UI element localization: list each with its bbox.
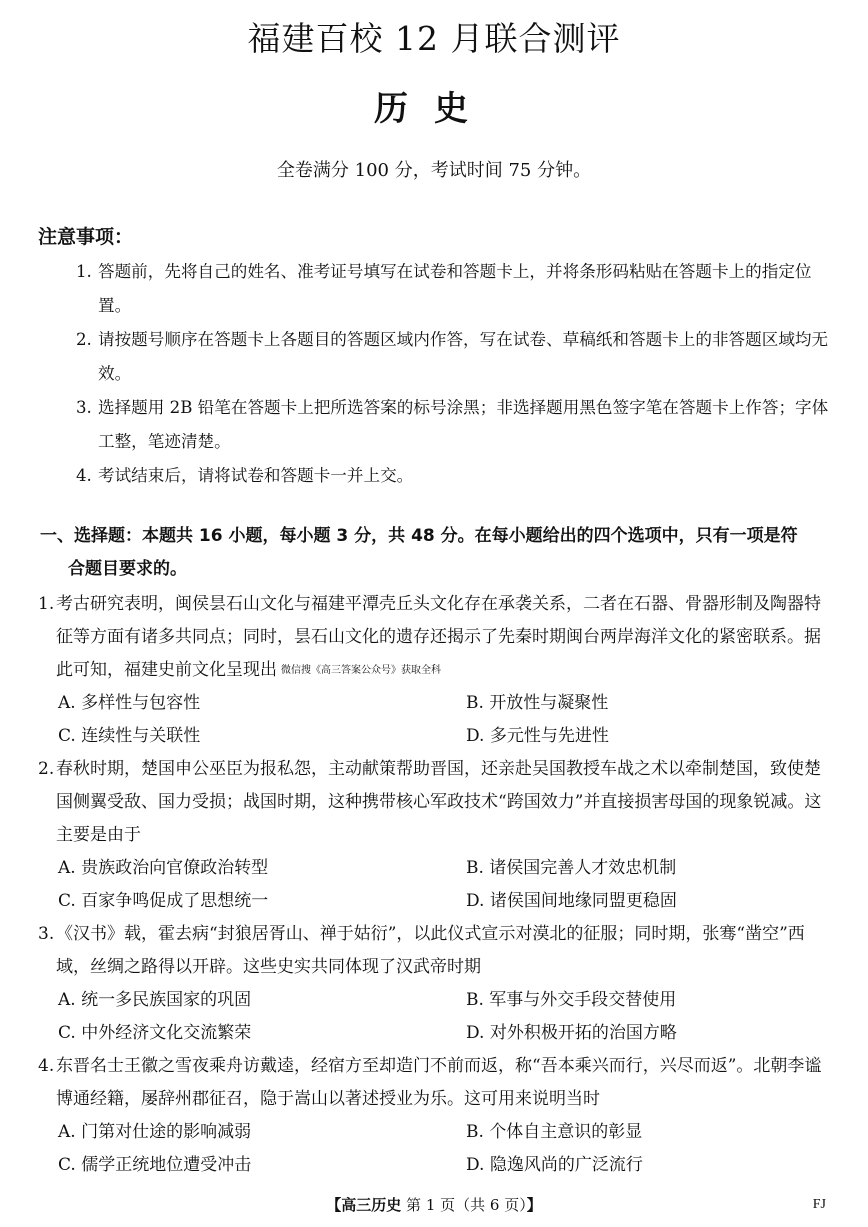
notice-item-number: 3. bbox=[76, 398, 92, 417]
notice-heading: 注意事项： bbox=[38, 226, 134, 248]
option-grid bbox=[38, 1116, 832, 1182]
question-stem-text: 《汉书》载，霍去病“封狼居胥山、禅于姑衍”，以此仪式宣示对漠北的征服；同时期，张骞“凿空”西域，丝绸之路得以开辟。这些史实共同体现了汉武帝时期 bbox=[56, 924, 805, 977]
option-c: C. 儒学正统地位遭受冲击 bbox=[58, 1155, 252, 1175]
option-d: D. 多元性与先进性 bbox=[466, 726, 609, 746]
footer-page-number: 第 1 页（共 6 页） bbox=[406, 1196, 527, 1214]
option-d: D. 对外积极开拓的治国方略 bbox=[466, 1023, 677, 1043]
option-c: C. 百家争鸣促成了思想统一 bbox=[58, 891, 269, 911]
exam-title: 福建百校 12 月联合测评 bbox=[247, 19, 621, 58]
notice-item-text: 请按题号顺序在答题卡上各题目的答题区域内作答，写在试卷、草稿纸和答题卡上的非答题区域均无效。 bbox=[98, 330, 829, 383]
question-number: 2. bbox=[38, 759, 55, 779]
option-c: C. 中外经济文化交流繁荣 bbox=[58, 1023, 252, 1043]
notice-item-number: 1. bbox=[76, 262, 92, 281]
notice-item bbox=[76, 323, 831, 391]
section-heading-line2: 合题目要求的。 bbox=[68, 559, 187, 579]
question-number: 4. bbox=[38, 1056, 55, 1076]
section-heading bbox=[40, 520, 835, 586]
watermark-note: 微信搜《高三答案公众号》获取全科 bbox=[281, 665, 441, 676]
footer-tag-end: 】 bbox=[526, 1196, 542, 1214]
option-b: B. 诸侯国完善人才效忠机制 bbox=[466, 858, 677, 878]
notice-item-text: 选择题用 2B 铅笔在答题卡上把所选答案的标号涂黑；非选择题用黑色签字笔在答题卡上作答；字体工整，笔迹清楚。 bbox=[98, 398, 829, 451]
page-footer bbox=[0, 1193, 868, 1217]
question-stem bbox=[38, 1050, 832, 1116]
notice-item bbox=[76, 255, 831, 323]
notice-item bbox=[76, 459, 831, 493]
option-b: B. 个体自主意识的彰显 bbox=[466, 1122, 643, 1142]
notice-list bbox=[76, 255, 831, 493]
option-d: D. 隐逸风尚的广泛流行 bbox=[466, 1155, 643, 1175]
notice-item bbox=[76, 391, 831, 459]
notice-item-text: 考试结束后，请将试卷和答题卡一并上交。 bbox=[98, 466, 414, 485]
subject-title: 历史 bbox=[374, 89, 494, 129]
question-2 bbox=[38, 753, 832, 918]
option-grid bbox=[38, 687, 832, 753]
option-b: B. 开放性与凝聚性 bbox=[466, 693, 609, 713]
option-a: A. 统一多民族国家的巩固 bbox=[58, 990, 252, 1010]
option-grid bbox=[38, 984, 832, 1050]
question-stem-text: 考古研究表明，闽侯昙石山文化与福建平潭壳丘头文化存在承袭关系，二者在石器、骨器形制及陶器特征等方面有诸多共同点；同时，昙石山文化的遗存还揭示了先秦时期闽台两岸海洋文化的紧密联系。据此可知，福建史前文化呈现出 bbox=[56, 594, 821, 680]
question-1 bbox=[38, 588, 832, 753]
question-stem-text: 东晋名士王徽之雪夜乘舟访戴逵，经宿方至却造门不前而返，称“吾本乘兴而行，兴尽而返”。北朝李谧博通经籍，屡辞州郡征召，隐于嵩山以著述授业为乐。这可用来说明当时 bbox=[56, 1056, 822, 1109]
question-stem-text: 春秋时期，楚国申公巫臣为报私怨，主动献策帮助晋国，还亲赴吴国教授车战之术以牵制楚国，致使楚国侧翼受敌、国力受损；战国时期，这种携带核心军政技术“跨国效力”并直接损害母国的现象锐减。这主要是由于 bbox=[56, 759, 822, 845]
option-b: B. 军事与外交手段交替使用 bbox=[466, 990, 677, 1010]
section-heading-line1: 一、选择题：本题共 16 小题，每小题 3 分，共 48 分。在每小题给出的四个选项中，只有一项是符 bbox=[40, 526, 798, 546]
question-3 bbox=[38, 918, 832, 1050]
option-a: A. 贵族政治向官僚政治转型 bbox=[58, 858, 269, 878]
question-stem bbox=[38, 918, 832, 984]
question-list bbox=[38, 588, 832, 1182]
exam-info: 全卷满分 100 分，考试时间 75 分钟。 bbox=[276, 160, 592, 181]
question-number: 3. bbox=[38, 924, 55, 944]
question-4 bbox=[38, 1050, 832, 1182]
question-stem bbox=[38, 753, 832, 852]
option-grid bbox=[38, 852, 832, 918]
question-number: 1. bbox=[38, 594, 55, 614]
option-a: A. 门第对仕途的影响减弱 bbox=[58, 1122, 252, 1142]
footer-region-code: FJ bbox=[812, 1197, 826, 1212]
option-d: D. 诸侯国间地缘同盟更稳固 bbox=[466, 891, 677, 911]
footer-tag: 【高三历史 bbox=[326, 1196, 402, 1214]
notice-item-number: 4. bbox=[76, 466, 92, 485]
notice-item-number: 2. bbox=[76, 330, 92, 349]
notice-item-text: 答题前，先将自己的姓名、准考证号填写在试卷和答题卡上，并将条形码粘贴在答题卡上的指定位置。 bbox=[98, 262, 812, 315]
option-a: A. 多样性与包容性 bbox=[58, 693, 201, 713]
question-stem bbox=[38, 588, 832, 687]
option-c: C. 连续性与关联性 bbox=[58, 726, 201, 746]
